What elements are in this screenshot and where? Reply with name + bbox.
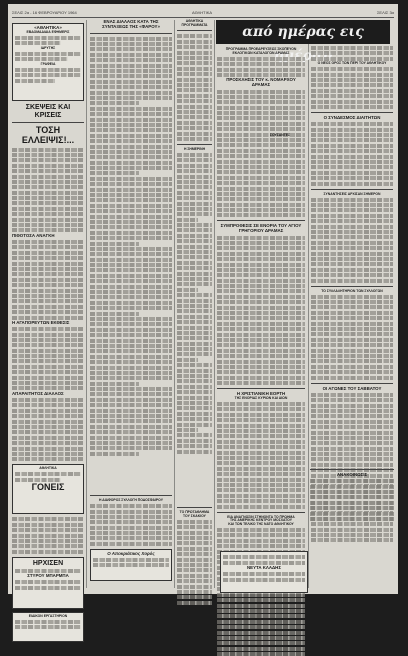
text-line (177, 218, 198, 222)
text-line (90, 204, 172, 208)
text-line (90, 295, 172, 299)
text-line (177, 423, 212, 427)
text-line (90, 403, 172, 407)
column-rule (86, 20, 87, 588)
col4-head-3: ΠΡΟΣΚΛΗΣΙΣ ΤΟΥ κ. ΝΟΜΑΡΧΟΥ ΔΡΑΜΑΣ (226, 77, 296, 88)
text-line (90, 268, 172, 272)
text-line (90, 376, 172, 380)
text-line (177, 234, 212, 238)
text-line (177, 196, 212, 200)
column-1 (12, 20, 84, 618)
text-line (177, 202, 212, 206)
col2-title: ΕΝΑΣ ΔΙΑΛΑΟΣ ΚΑΤΑ ΤΗΣ ΣΥΝΤΑΞΕΩΣ ΤΗΣ «ΦΑΡΟΥ» (102, 19, 160, 29)
text-line (90, 263, 172, 267)
text-line (177, 266, 212, 270)
text-line (90, 177, 172, 181)
text-line (177, 293, 212, 297)
text-line (90, 290, 172, 294)
text-line (90, 220, 172, 224)
headline-thoughts: ΣΚΕΨΕΙΣ ΚΑΙ ΚΡΙΣΕΙΣ (25, 104, 71, 119)
text-line (90, 58, 172, 62)
col4-head-7: ΕΙΔ ΑΝΑΓΝΩΣΙΝ ΣΤΗΝΟΝΤΑ ΤΟ ΠΡΩΗΜΑ (227, 514, 295, 519)
subhead-need: ΠΙΘΟΤΟΣΑ ΑΝΑΓΚΗ (12, 232, 55, 238)
text-line (177, 277, 212, 281)
text-line (177, 180, 212, 184)
text-line (90, 182, 172, 186)
text-line (177, 369, 212, 373)
text-line (90, 322, 172, 326)
col4-head-2: ΕΚΛΟΓΙΚΩΝ ΚΑΤΑΛΟΓΩΝ ΔΡΑΜΑΣ (232, 50, 290, 55)
masthead-box (12, 23, 84, 101)
text-line (177, 207, 212, 211)
text-line (177, 320, 212, 324)
ad-carnival-title: Ο Αποκριάτικος Χορός (107, 550, 155, 556)
text-line (177, 282, 212, 286)
text-line (177, 191, 212, 195)
text-line (90, 231, 172, 235)
text-line (177, 158, 212, 162)
text-line (177, 450, 212, 454)
ad-parents (12, 464, 84, 514)
text-line (177, 169, 212, 173)
col5-head-1: Ο ΝΕΟΣ ΟΡΟΣ ΤΩΝ ΠΕΡΙ ΤΟΥ ΑΘΛΗΤΙΚΟΥ (317, 61, 387, 66)
text-line (90, 409, 172, 413)
header-right: ΣΕΛΙΣ 3α (376, 10, 394, 15)
text-line (90, 258, 172, 262)
col3-body (177, 153, 212, 453)
text-line (90, 101, 139, 105)
text-line (177, 223, 212, 227)
text-line (177, 358, 198, 362)
col3-bottom-head: ΤΟ ΠΡΩΤΑΘΛΗΜΑ ΤΟΥ ΣΚΑΚΙΟΥ (179, 510, 210, 518)
text-line (177, 175, 212, 179)
text-line (177, 363, 212, 367)
col4-center-head: ΣΟΥΣΑΝΤΕΣ (269, 133, 291, 137)
ad-carnival (90, 549, 172, 581)
text-line (177, 347, 212, 351)
text-line (90, 301, 172, 305)
text-line (90, 344, 172, 348)
text-line (90, 128, 172, 132)
col2-bottom-head: Η ΔΙΑΦΟΡΟΣ ΣΥΛΛΟΓΗ ΠΟΔΟΣΦΑΙΡΟΥ (99, 498, 163, 502)
column-3 (177, 20, 212, 588)
text-line (90, 118, 172, 122)
text-line (177, 309, 212, 313)
text-line (90, 85, 172, 89)
text-line (90, 312, 139, 316)
header-left: ΣΕΛΙΣ 2α - 16 ΦΕΒΡΟΥΑΡΙΟΥ 1964 (12, 10, 77, 15)
text-line (90, 382, 139, 386)
text-line (90, 419, 172, 423)
col2-body (90, 37, 172, 456)
col5-head-2: Ο ΣΥΝΔΕΣΜΟΣ ΔΙΑΙΤΗΤΩΝ (323, 115, 381, 121)
text-line (90, 339, 172, 343)
text-line (90, 123, 172, 127)
col4-head-4: ΣΥΜΠΡΟΘΕΣΙΣ ΣΕ ΕΝΟΡΙΑ ΤΟΥ ΑΓΙΟΥ ΓΡΗΓΟΡΙΟΥ ΔΡΑΜΑΣ (220, 223, 302, 234)
text-line (177, 385, 212, 389)
col4-center (255, 134, 305, 138)
day-by-day-banner: από ημέρας εις (216, 20, 390, 44)
ad-started-title: ΗΡΧΙΣΕΝ (32, 559, 64, 567)
text-line (177, 379, 212, 383)
text-line (177, 288, 198, 292)
masthead-line: ΙΔΡΥΤΗΣ (40, 45, 56, 50)
text-line (90, 112, 172, 116)
text-line (90, 236, 172, 240)
text-line (177, 299, 212, 303)
text-line (90, 155, 172, 159)
text-line (90, 188, 172, 192)
text-line (177, 228, 212, 232)
text-line (177, 250, 212, 254)
header-center: ΑΘΛΗΤΙΚΑ (192, 10, 213, 15)
masthead-line: ΕΒΔΟΜΑΔΙΑΙΑ ΕΦΗΜΕΡΙΣ (26, 29, 70, 34)
text-line (90, 166, 172, 170)
text-line (177, 164, 212, 168)
text-line (90, 145, 172, 149)
text-line (90, 414, 172, 418)
col4-head-5: Η ΧΡΙΣΤΙΑΝΙΚΗ ΕΟΡΤΗ (236, 391, 286, 397)
text-line (177, 444, 212, 448)
subhead-exhibition: Η ΑΓΑΠΟΡΕΥΤΩΝ ΕΚΘΕΣΙΣ (12, 319, 70, 325)
text-line (90, 242, 139, 246)
text-line (90, 306, 172, 310)
text-line (177, 255, 212, 259)
text-line (90, 193, 172, 197)
col5-head-3: ΣΥΝΑΝΤΗΣΕΙΣ ΑΡΧΙΣΑΝ ΣΗΜΕΡΟΝ (323, 191, 381, 196)
text-line (90, 53, 172, 57)
text-line (177, 428, 198, 432)
text-line (177, 374, 212, 378)
text-line (177, 439, 212, 443)
text-line (90, 215, 172, 219)
col5-head-5: ΟΙ ΑΓΩΝΕΣ ΤΟΥ ΣΑΒΒΑΤΟΥ (322, 385, 382, 391)
text-line (177, 433, 212, 437)
text-line (177, 212, 212, 216)
col3-bottom (177, 504, 212, 606)
column-4 (217, 48, 305, 588)
text-line (90, 69, 172, 73)
text-line (90, 37, 172, 41)
text-line (90, 333, 172, 337)
text-line (177, 315, 212, 319)
col4-head-1: ΠΡΟΓΡΑΜΜΑ ΠΡΟΕΔΡΕΥΣΕΩΣ ΣΚΟΠΕΥΟΝ (225, 47, 297, 51)
text-line (90, 134, 172, 138)
text-line (177, 417, 212, 421)
headline-deficiency: ΤΟΣΗ ΕΛΛΕΙΨΙΣ!... (21, 125, 75, 146)
ad-parents-title: ΓΟΝΕΙΣ (31, 482, 65, 493)
text-line (90, 107, 172, 111)
text-line (90, 225, 172, 229)
text-line (90, 64, 172, 68)
text-line (177, 352, 212, 356)
text-line (177, 390, 212, 394)
text-line (90, 161, 172, 165)
text-line (90, 171, 139, 175)
text-line (177, 153, 212, 157)
text-line (90, 47, 172, 51)
text-line (90, 360, 172, 364)
col4-head-6: ΤΗΣ ΕΝΟΡΙΑΣ ΚΥΡΙΩΝ ΚΑΙ ΑΙΩΝ (234, 395, 288, 400)
ad-bottom-center-title: ΝΕΥΤΑ ΚΛΑΔΗΣ (246, 565, 281, 571)
text-line (90, 279, 172, 283)
text-line (177, 304, 212, 308)
text-line (90, 252, 172, 256)
text-line (90, 247, 172, 251)
text-line (90, 398, 172, 402)
page-header (12, 7, 394, 18)
subhead-dialogue: ΑΠΑΡΑΙΤΗΤΟΣ ΔΙΑΛΑΟΣ (12, 390, 64, 396)
text-line (90, 96, 172, 100)
ad-started (12, 557, 84, 609)
col5-head-6: ΑΝΑΚΟΙΝΩΣΙΣ (336, 472, 368, 477)
text-line (90, 42, 172, 46)
ad-workshop-title: ΕΙΔΙΚΟΝ ΕΡΓΑΣΤΗΡΙΟΝ (28, 613, 68, 618)
ad-small-label: ΑΘΛΗΤΙΚΑ (39, 466, 57, 471)
text-line (90, 436, 172, 440)
text-line (90, 74, 172, 78)
text-line (177, 412, 212, 416)
text-line (177, 396, 212, 400)
text-line (177, 272, 212, 276)
text-line (90, 371, 172, 375)
text-line (90, 198, 172, 202)
text-line (90, 392, 172, 396)
text-line (90, 387, 172, 391)
text-line (177, 239, 212, 243)
text-line (90, 91, 172, 95)
column-rule (214, 20, 215, 588)
col3-mid-head: Η ΣΗΜΕΡΙΝΗ (183, 146, 206, 151)
ad-workshop (12, 612, 84, 642)
text-line (90, 441, 172, 445)
text-line (90, 139, 172, 143)
text-line (90, 80, 172, 84)
text-line (177, 336, 212, 340)
text-line (90, 446, 172, 450)
ad-started-name: ΣΤΥΡΟΥ ΜΠΑΡΜΠΑ (27, 573, 69, 579)
text-line (90, 452, 139, 456)
text-line (90, 150, 172, 154)
text-line (90, 430, 172, 434)
text-line (177, 185, 212, 189)
text-line (177, 406, 212, 410)
text-line (90, 425, 172, 429)
text-line (90, 274, 172, 278)
text-line (90, 328, 172, 332)
text-line (90, 355, 172, 359)
col5-head-4: ΤΟ ΣΥΛΛΑΛΗΤΗΡΙΟΝ ΤΩΝ ΣΥΛΛΟΓΩΝ (321, 288, 383, 293)
text-line (177, 401, 212, 405)
text-line (90, 366, 172, 370)
announcements-box (310, 466, 394, 522)
column-rule (174, 20, 175, 588)
ad-bottom-center (220, 551, 308, 593)
text-line (90, 317, 172, 321)
text-line (177, 261, 212, 265)
col4-head-9: ΚΑΙ ΤΩΝ ΤΕΛΙΚΟ ΤΗΣ ΝΑΤΟ ΑΘΛΗΤΙΚΟΥ (228, 521, 294, 526)
text-line (90, 349, 172, 353)
masthead-line: ΓΡΑΦΕΙΑ (40, 61, 56, 66)
text-line (177, 326, 212, 330)
col2-bottom (90, 492, 172, 584)
text-line (177, 245, 212, 249)
column-rule (308, 20, 309, 588)
text-line (177, 331, 212, 335)
text-line (177, 342, 212, 346)
masthead-line: «ΑΘΛΗΤΙΚΑ» (34, 25, 62, 30)
text-line (90, 285, 172, 289)
newspaper-page (8, 4, 398, 618)
col4-head-8: ΤΗΣ ΑΜΕΡΙΚΗΣ ΚΕΝΤΡΟΥ ΜΟΣΧΑΤΟΥ (230, 518, 292, 523)
col3-top-head: ΑΘΛΗΤΙΚΑ ΠΡΟΓΡΑΜΜΑΤΑ (181, 19, 208, 27)
text-line (90, 209, 172, 213)
